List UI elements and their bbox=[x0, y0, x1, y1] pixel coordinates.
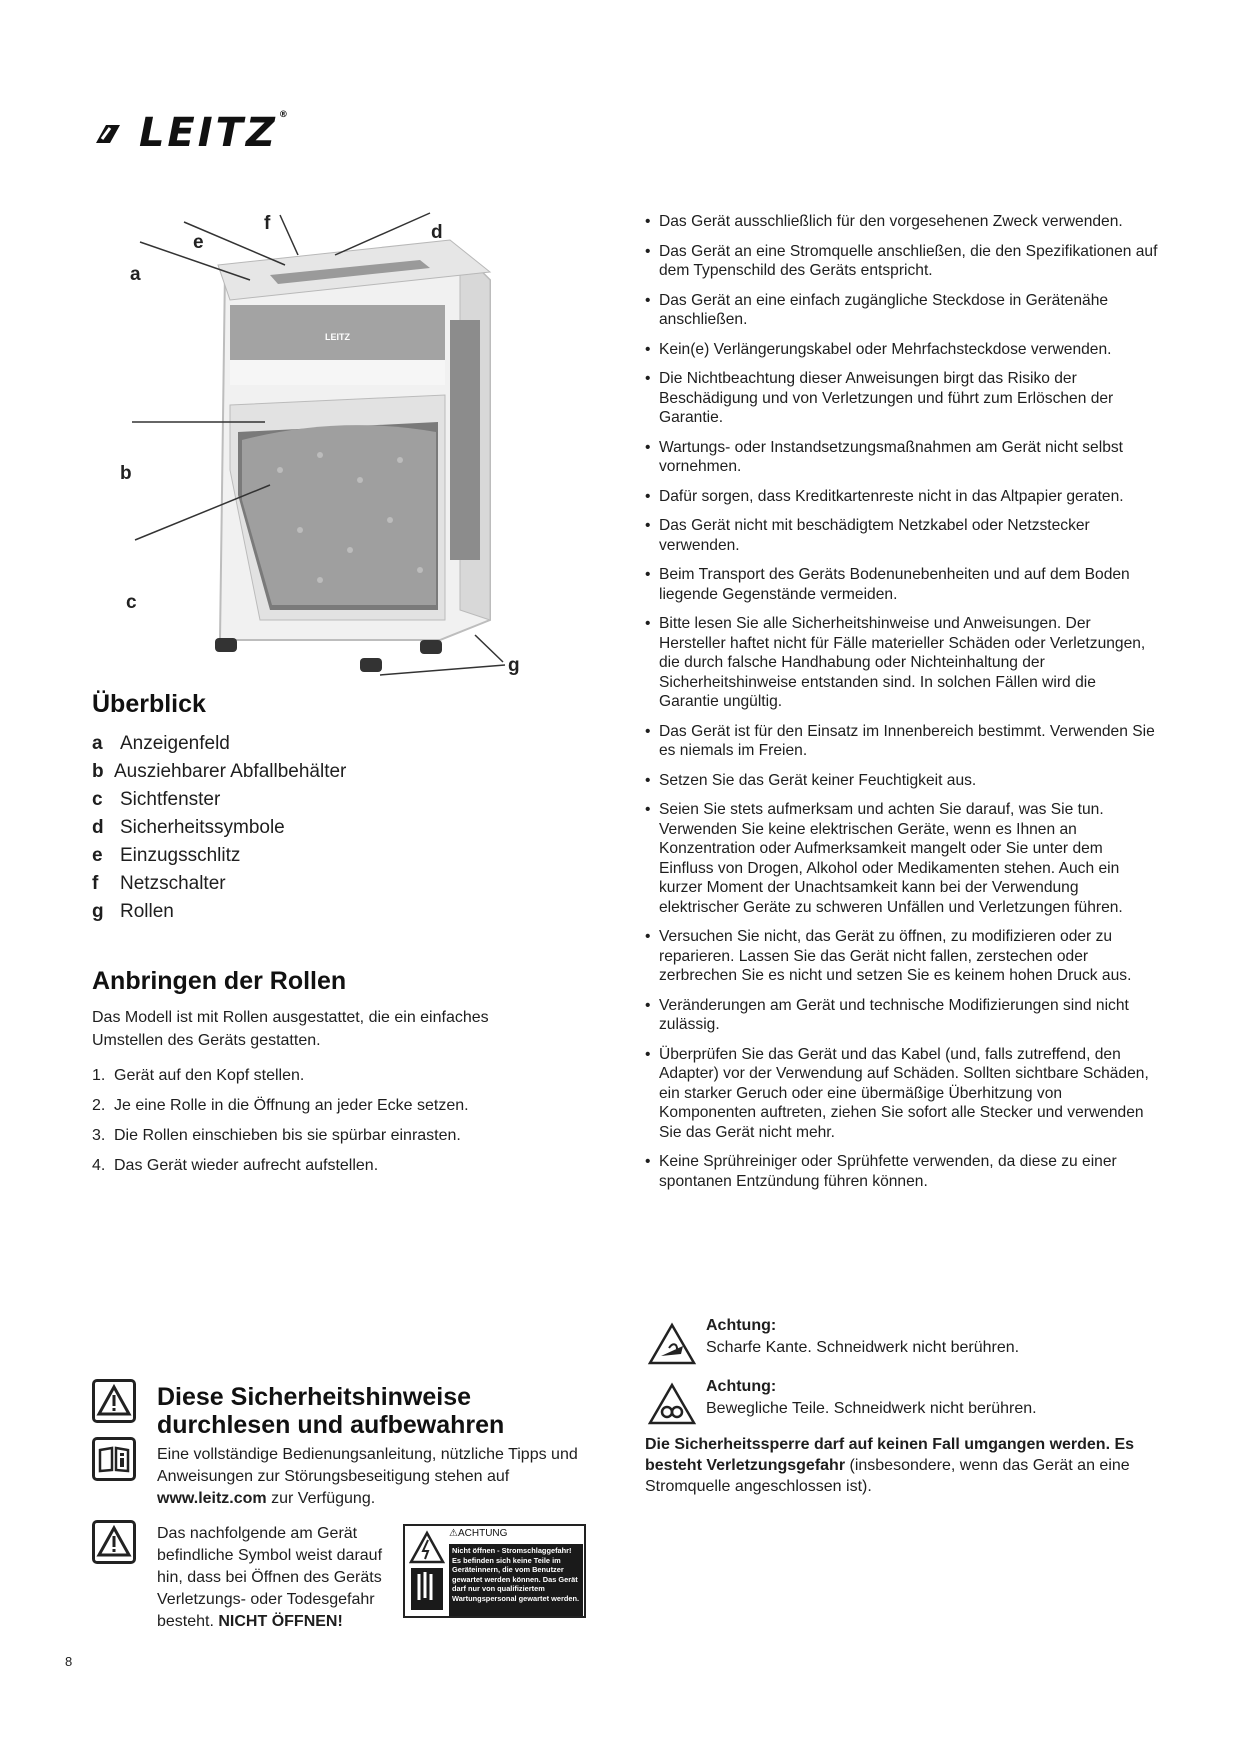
list-item: c Sichtfenster bbox=[92, 789, 221, 810]
list-item: e Einzugsschlitz bbox=[92, 845, 241, 866]
list-item: • Das Gerät ausschließlich für den vorgesehenen Zweck verwenden. bbox=[645, 212, 1160, 232]
shock-hazard-icon bbox=[409, 1530, 445, 1614]
shredder-illustration bbox=[120, 210, 540, 690]
list-item: b Ausziehbarer Abfallbehälter bbox=[92, 761, 347, 782]
list-item: • Versuchen Sie nicht, das Gerät zu öffnen, zu modifizieren oder zu reparieren. Lassen Sie das Gerät nicht fallen, zerstechen oder zerbrechen Sie es nicht und setzen Sie es keinem hohen Druck aus. bbox=[645, 927, 1160, 986]
caution-sharp-edge: Achtung: Scharfe Kante. Schneidwerk nicht berühren. bbox=[706, 1317, 1020, 1356]
sharp-edge-warning-icon bbox=[647, 1322, 697, 1366]
list-item: • Das Gerät an eine einfach zugängliche Steckdose in Gerätenähe anschließen. bbox=[645, 291, 1160, 330]
list-item: 4. Das Gerät wieder aufrecht aufstellen. bbox=[92, 1157, 379, 1174]
list-item: • Setzen Sie das Gerät keiner Feuchtigkeit aus. bbox=[645, 771, 1160, 791]
final-note: Die Sicherheitssperre darf auf keinen Fall umgangen werden. Es besteht Verletzungsgefahr (insbesondere, wenn das Gerät an eine Stromquelle angeschlossen ist). bbox=[645, 1436, 1135, 1495]
registered-mark: ® bbox=[278, 110, 291, 120]
overview-list bbox=[92, 730, 346, 926]
list-item: 3. Die Rollen einschieben bis sie spürbar einrasten. bbox=[92, 1127, 461, 1144]
list-item: d Sicherheitssymbole bbox=[92, 817, 285, 838]
logo-mark-icon bbox=[92, 110, 139, 156]
overview-heading: Überblick bbox=[92, 690, 206, 718]
list-item: a Anzeigenfeld bbox=[92, 733, 230, 754]
svg-text:LEITZ: LEITZ bbox=[325, 332, 350, 342]
leitz-link[interactable]: www.leitz.com bbox=[157, 1490, 267, 1507]
figure-letter-b: b bbox=[120, 463, 132, 484]
list-item: • Das Gerät nicht mit beschädigtem Netzkabel oder Netzstecker verwenden. bbox=[645, 516, 1160, 555]
label-body: Nicht öffnen - Stromschlaggefahr! Es befinden sich keine Teile im Geräteinnern, die vom Benutzer gewartet werden können. Das Gerät darf nur von qualifiziertem Wartungspersonal gewartet werden. bbox=[449, 1544, 583, 1616]
list-item: f Netzschalter bbox=[92, 873, 226, 894]
list-item: g Rollen bbox=[92, 901, 174, 922]
safety-text: Eine vollständige Bedienungsanleitung, nützliche Tipps und Anweisungen zur Störungsbeseitigung stehen auf www.leitz.com zur Verfügung. bbox=[157, 1446, 578, 1507]
list-item: • Kein(e) Verlängerungskabel oder Mehrfachsteckdose verwenden. bbox=[645, 340, 1160, 360]
manual-book-icon bbox=[92, 1437, 136, 1481]
list-item: • Das Gerät an eine Stromquelle anschließen, die den Spezifikationen auf dem Typenschild des Geräts entspricht. bbox=[645, 242, 1160, 281]
shredder-figure bbox=[120, 210, 540, 690]
list-item: • Das Gerät ist für den Einsatz im Innenbereich bestimmt. Verwenden Sie es niemals im Freien. bbox=[645, 722, 1160, 761]
list-item: • Beim Transport des Geräts Bodenunebenheiten und auf dem Boden liegende Gegenstände vermeiden. bbox=[645, 565, 1160, 604]
warning-triangle-icon bbox=[92, 1379, 136, 1423]
safety-bullet-list bbox=[645, 212, 1160, 1201]
figure-letter-d: d bbox=[431, 222, 443, 243]
list-item: • Die Nichtbeachtung dieser Anweisungen birgt das Risiko der Beschädigung und von Verletzungen und führt zum Erlöschen der Garantie. bbox=[645, 369, 1160, 428]
warning-text: Das nachfolgende am Gerät befindliche Symbol weist darauf hin, dass bei Öffnen des Geräts Verletzungs- oder Todesgefahr besteht. NICHT ÖFFNEN! bbox=[157, 1525, 383, 1630]
figure-letter-a: a bbox=[130, 264, 141, 285]
caution-moving-parts: Achtung: Bewegliche Teile. Schneidwerk nicht berühren. bbox=[706, 1378, 1037, 1417]
list-item: • Wartungs- oder Instandsetzungsmaßnahmen am Gerät nicht selbst vornehmen. bbox=[645, 438, 1160, 477]
rollers-steps bbox=[92, 1064, 469, 1184]
list-item: 1. Gerät auf den Kopf stellen. bbox=[92, 1067, 305, 1084]
label-header: ⚠ACHTUNG bbox=[449, 1528, 508, 1539]
figure-letter-c: c bbox=[126, 592, 137, 613]
page-number: 8 bbox=[65, 1654, 73, 1669]
figure-letter-g: g bbox=[508, 655, 520, 676]
rollers-intro: Das Modell ist mit Rollen ausgestattet, die ein einfaches Umstellen des Geräts gestatten. bbox=[92, 1009, 489, 1049]
logo-text: LEITZ bbox=[138, 110, 278, 156]
list-item: • Überprüfen Sie das Gerät und das Kabel (und, falls zutreffend, den Adapter) vor der Verwendung auf Schäden. Sollten sichtbare Schäden, ein starker Geruch oder eine übermäßige Überhitzung von Komponenten auftreten, ziehen Sie sofort alle Stecker und verwenden Sie das Gerät nicht mehr. bbox=[645, 1045, 1160, 1143]
moving-parts-warning-icon bbox=[647, 1382, 697, 1426]
list-item: 2. Je eine Rolle in die Öffnung an jeder Ecke setzen. bbox=[92, 1097, 469, 1114]
safety-heading: Diese Sicherheitshinweise durchlesen und aufbewahren bbox=[157, 1383, 505, 1439]
warning-label bbox=[403, 1524, 586, 1618]
list-item: • Bitte lesen Sie alle Sicherheitshinweise und Anweisungen. Der Hersteller haftet nicht für Fälle materieller Schäden oder Verletzungen, die durch falsche Handhabung oder Nichteinhaltung der Sicherheitshinweise entstanden sind. In solchen Fällen wird die Garantie ungültig. bbox=[645, 614, 1160, 712]
warning-triangle-icon bbox=[92, 1520, 136, 1564]
rollers-heading: Anbringen der Rollen bbox=[92, 967, 347, 995]
list-item: • Veränderungen am Gerät und technische Modifizierungen sind nicht zulässig. bbox=[645, 996, 1160, 1035]
list-item: • Dafür sorgen, dass Kreditkartenreste nicht in das Altpapier geraten. bbox=[645, 487, 1160, 507]
figure-letter-f: f bbox=[264, 213, 271, 234]
leitz-logo bbox=[92, 110, 291, 156]
list-item: • Seien Sie stets aufmerksam und achten Sie darauf, was Sie tun. Verwenden Sie keine elektrischen Geräte, wenn es Ihnen an Konzentration oder Aufmerksamkeit mangelt oder Sie unter dem Einfluss von Drogen, Alkohol oder Medikamenten stehen. Auch ein kurzer Moment der Unachtsamkeit kann bei der Verwendung elektrischer Geräte zu schweren Unfällen und Verletzungen führen. bbox=[645, 800, 1160, 917]
list-item: • Keine Sprühreiniger oder Sprühfette verwenden, da diese zu einer spontanen Entzündung führen können. bbox=[645, 1152, 1160, 1191]
figure-letter-e: e bbox=[193, 232, 204, 253]
